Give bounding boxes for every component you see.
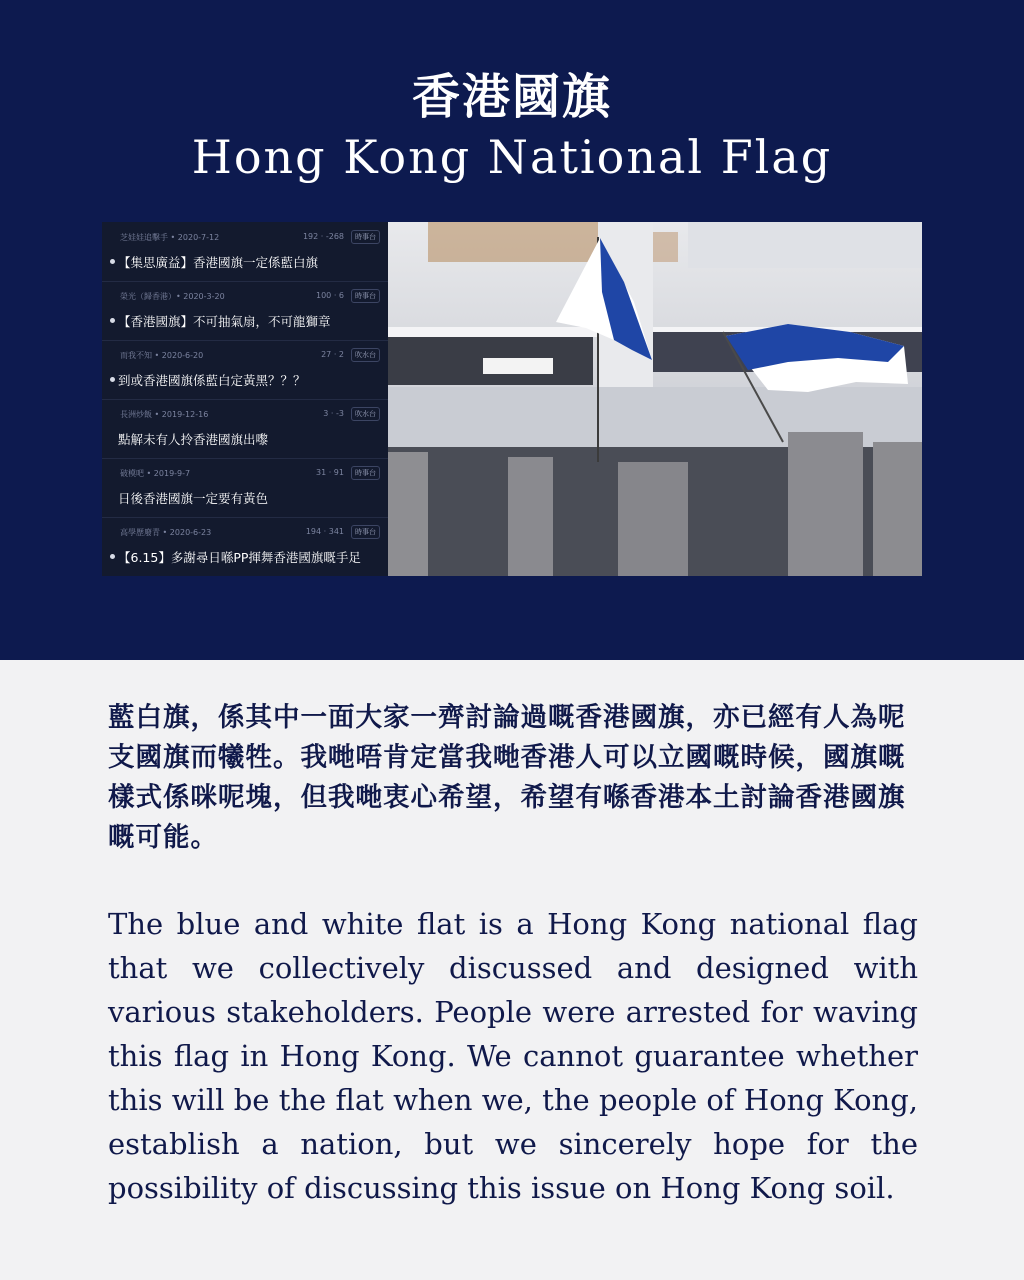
post-meta: 芝娃娃追擊手 • 2020-7-12 — [120, 233, 220, 242]
post-meta: 破模吧 • 2019-9-7 — [120, 469, 191, 478]
bullet-icon — [110, 318, 115, 323]
blurred-figure — [873, 442, 922, 576]
post-category-badge: 吹水台 — [351, 348, 380, 362]
post-stats: 3 · -3 — [323, 409, 344, 418]
photo-illustration — [388, 222, 922, 576]
forum-post — [102, 281, 388, 341]
forum-screenshot — [102, 222, 388, 576]
post-title: 日後香港國旗一定要有黃色 — [118, 491, 269, 506]
post-title: 到或香港國旗係藍白定黃黑？？？ — [118, 373, 306, 388]
forum-post — [102, 222, 388, 282]
post-stats: 192 · -268 — [302, 232, 344, 241]
composite-image — [102, 222, 922, 576]
body-text-chinese: 藍白旗，係其中一面大家一齊討論過嘅香港國旗，亦已經有人為呢支國旗而犧牲。我哋唔肯定當我哋香港人可以立國嘅時候，國旗嘅樣式係咪呢塊，但我哋衷心希望，希望有喺香港本土討論香港國旗嘅可能。 — [108, 702, 906, 853]
blurred-figure — [508, 457, 553, 576]
bullet-icon — [110, 554, 115, 559]
post-meta: 高學歷廢青 • 2020-6-23 — [120, 528, 212, 537]
title-english: Hong Kong National Flag — [191, 130, 833, 184]
post-stats: 100 · 6 — [316, 291, 344, 300]
post-meta: 榮光（歸香港）• 2020-3-20 — [120, 292, 225, 301]
post-stats: 194 · 341 — [305, 527, 344, 536]
post-category-badge: 吹水台 — [351, 407, 380, 421]
title-chinese: 香港國旗 — [411, 69, 612, 125]
post-title: 點解未有人拎香港國旗出嚟 — [118, 432, 269, 447]
post-category-badge: 時事台 — [351, 466, 380, 480]
post-title: 【集思廣益】香港國旗一定係藍白旗 — [118, 255, 319, 270]
banner — [483, 358, 553, 374]
post-category-badge: 時事台 — [351, 525, 380, 539]
post-stats: 27 · 2 — [321, 350, 344, 359]
bullet-icon — [110, 377, 115, 382]
forum-post — [102, 399, 388, 459]
post-category-badge: 時事台 — [351, 289, 380, 303]
ceiling-panel — [688, 222, 922, 268]
post-meta: 而我不知 • 2020-6-20 — [120, 351, 204, 360]
ceiling-wood-panel — [428, 222, 598, 262]
post-category-badge: 時事台 — [351, 230, 380, 244]
post-title: 【6.15】多謝尋日喺PP揮舞香港國旗嘅手足 — [118, 550, 361, 565]
body-text-english: The blue and white flat is a Hong Kong national flag that we collectively discussed and designed with various stakeholders. People were arrested for waving this flag in Hong Kong. We cannot guarantee whether this will be the flat when we, the people of Hong Kong, establish a nation, but we sincerely hope for the possibility of discussing this issue on Hong Kong soil. — [108, 907, 918, 1205]
post-stats: 31 · 91 — [316, 468, 344, 477]
mall-protest-photo — [388, 222, 922, 576]
forum-post — [102, 517, 388, 576]
bullet-icon — [110, 259, 115, 264]
blurred-figure — [388, 452, 428, 576]
post-meta: 長洲炒飯 • 2019-12-16 — [120, 410, 209, 419]
blurred-figure — [788, 432, 863, 576]
blurred-figure — [618, 462, 688, 576]
post-title: 【香港國旗】不可抽氣扇，不可龍獅章 — [118, 314, 331, 329]
forum-post — [102, 458, 388, 518]
forum-post — [102, 340, 388, 400]
